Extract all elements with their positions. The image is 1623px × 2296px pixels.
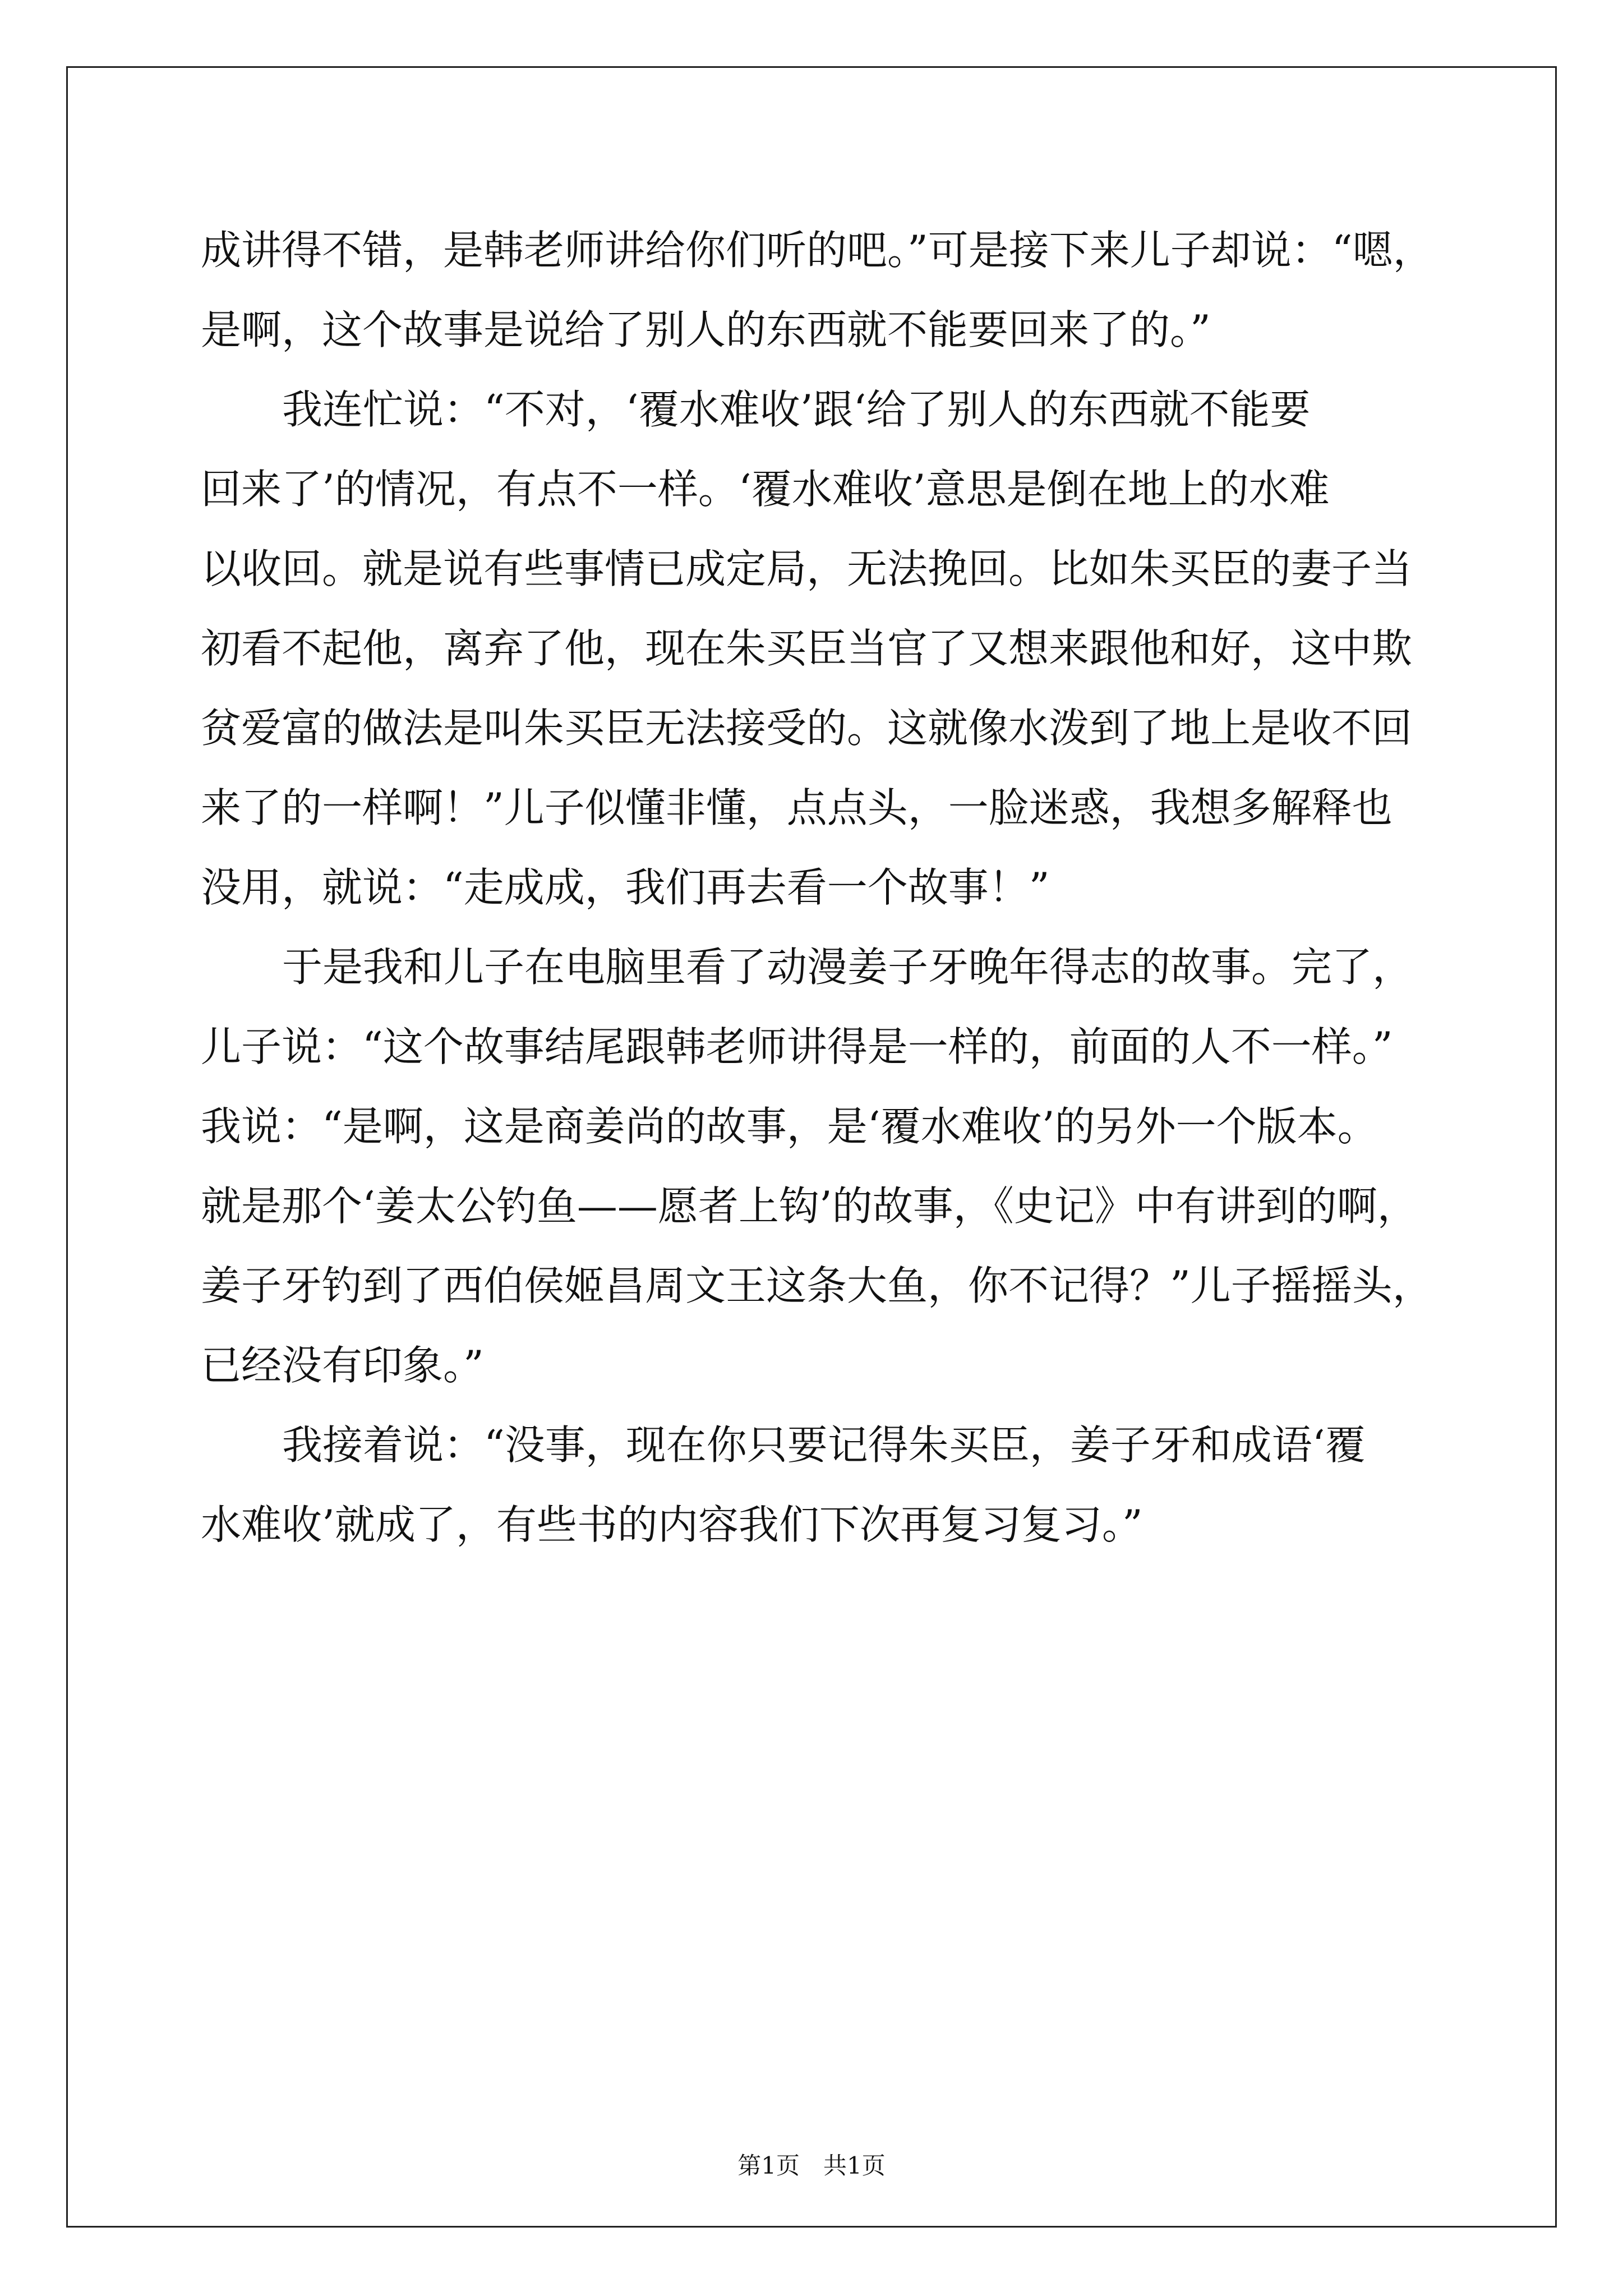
text-line: 来了的一样啊！”儿子似懂非懂，点点头，一脸迷惑，我想多解释也 <box>201 784 1393 831</box>
text-line: 我连忙说：“不对，‘覆水难收’跟‘给了别人的东西就不能要 <box>282 386 1311 433</box>
text-line: 水难收’就成了，有些书的内容我们下次再复习复习。” <box>201 1501 1143 1548</box>
text-line: 以收回。就是说有些事情已成定局，无法挽回。比如朱买臣的妻子当 <box>201 545 1413 592</box>
text-line: 于是我和儿子在电脑里看了动漫姜子牙晚年得志的故事。完了， <box>282 944 1413 991</box>
text-line: 成讲得不错，是韩老师讲给你们听的吧。”可是接下来儿子却说：“嗯， <box>201 227 1433 274</box>
text-line: 儿子说：“这个故事结尾跟韩老师讲得是一样的，前面的人不一样。” <box>201 1023 1393 1070</box>
page-footer: 第1页 共1页 <box>737 2152 886 2179</box>
text-line: 就是那个‘姜太公钓鱼——愿者上钩’的故事，《史记》中有讲到的啊， <box>201 1182 1418 1230</box>
text-line: 贫爱富的做法是叫朱买臣无法接受的。这就像水泼到了地上是收不回 <box>201 705 1413 752</box>
document-body <box>201 210 1435 1565</box>
text-line: 姜子牙钓到了西伯侯姬昌周文王这条大鱼，你不记得？”儿子摇摇头， <box>201 1262 1433 1309</box>
text-line: 我说：“是啊，这是商姜尚的故事，是‘覆水难收’的另外一个版本。 <box>201 1103 1378 1150</box>
text-line: 是啊，这个故事是说给了别人的东西就不能要回来了的。” <box>201 306 1211 353</box>
text-line: 已经没有印象。” <box>201 1342 484 1389</box>
text-line: 初看不起他，离弃了他，现在朱买臣当官了又想来跟他和好，这中欺 <box>201 625 1413 672</box>
text-line: 回来了’的情况，有点不一样。‘覆水难收’意思是倒在地上的水难 <box>201 466 1330 513</box>
text-line: 我接着说：“没事，现在你只要记得朱买臣，姜子牙和成语‘覆 <box>282 1421 1366 1469</box>
text-line: 没用，就说：“走成成，我们再去看一个故事！” <box>201 864 1050 911</box>
